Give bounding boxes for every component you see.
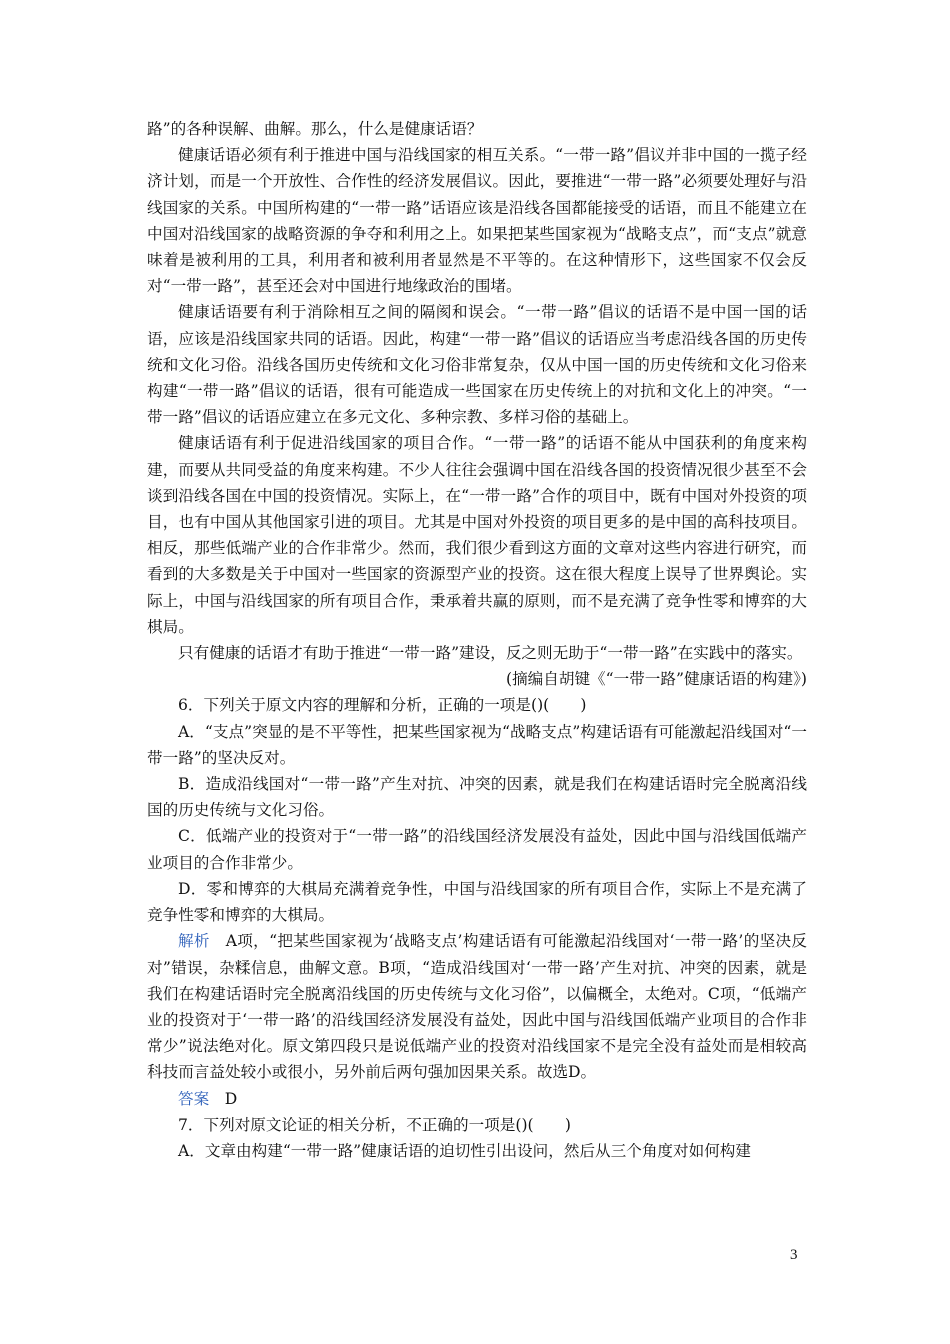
- answer-text: D: [209, 1089, 238, 1108]
- analysis-text: A项，“把某些国家视为‘战略支点’构建话语有可能激起沿线国对‘一带一路’的坚决反对”错误，杂糅信息，曲解文意。B项，“造成沿线国对‘一带一路’产生对抗、冲突的因素，就是我们在构建话语时完全脱离沿线国的历史传统与文化习俗”，以偏概全，太绝对。C项，“低端产业的投资对于‘一带一路’的沿线国经济发展没有益处，因此中国与沿线国低端产业项目的合作非常少”说法绝对化。原文第四段只是说低端产业的投资对沿线国家不是完全没有益处而是相较高科技而言益处较小或很小，另外前后两句强加因果关系。故选D。: [147, 932, 807, 1082]
- paragraph-continuation: 路”的各种误解、曲解。那么，什么是健康话语？: [147, 120, 483, 138]
- page-number: 3: [790, 1247, 798, 1263]
- question-6-stem: 6．下列关于原文内容的理解和分析，正确的一项是()( ): [178, 696, 587, 715]
- source-citation: (摘编自胡键《“一带一路”健康话语的构建》): [506, 670, 807, 689]
- question-6-option-a: A．“支点”突显的是不平等性，把某些国家视为“战略支点”构建话语有可能激起沿线国对“一带一路”的坚决反对。: [147, 722, 807, 767]
- question-6-analysis: [147, 928, 807, 1085]
- question-6-option-b: B．造成沿线国对“一带一路”产生对抗、冲突的因素，就是我们在构建话语时完全脱离沿线国的历史传统与文化习俗。: [147, 775, 807, 820]
- paragraph-2: 健康话语要有利于消除相互之间的隔阂和误会。“一带一路”倡议的话语不是中国一国的话语，应该是沿线国家共同的话语。因此，构建“一带一路”倡议的话语应当考虑沿线各国的历史传统和文化习俗。沿线各国历史传统和文化习俗非常复杂，仅从中国一国的历史传统和文化习俗来构建“一带一路”倡议的话语，很有可能造成一些国家在历史传统上的对抗和文化上的冲突。“一带一路”倡议的话语应建立在多元文化、多种宗教、多样习俗的基础上。: [147, 303, 807, 427]
- paragraph-1: 健康话语必须有利于推进中国与沿线国家的相互关系。“一带一路”倡议并非中国的一揽子经济计划，而是一个开放性、合作性的经济发展倡议。因此，要推进“一带一路”必须要处理好与沿线国家的关系。中国所构建的“一带一路”话语应该是沿线各国都能接受的话语，而且不能建立在中国对沿线国家的战略资源的争夺和利用之上。如果把某些国家视为“战略支点”，而“支点”就意味着是被利用的工具，利用者和被利用者显然是不平等的。在这种情形下，这些国家不仅会反对“一带一路”，甚至还会对中国进行地缘政治的围堵。: [147, 146, 807, 296]
- question-7-stem: 7．下列对原文论证的相关分析，不正确的一项是()( ): [178, 1115, 571, 1134]
- question-6-option-c: C．低端产业的投资对于“一带一路”的沿线国经济发展没有益处，因此中国与沿线国低端产业项目的合作非常少。: [147, 827, 807, 872]
- paragraph-3: 健康话语有利于促进沿线国家的项目合作。“一带一路”的话语不能从中国获利的角度来构建，而要从共同受益的角度来构建。不少人往往会强调中国在沿线各国的投资情况很少甚至不会谈到沿线各国在中国的投资情况。实际上，在“一带一路”合作的项目中，既有中国对外投资的项目，也有中国从其他国家引进的项目。尤其是中国对外投资的项目更多的是中国的高科技项目。相反，那些低端产业的合作非常少。然而，我们很少看到这方面的文章对这些内容进行研究，而看到的大多数是关于中国对一些国家的资源型产业的投资。这在很大程度上误导了世界舆论。实际上，中国与沿线国家的所有项目合作，秉承着共赢的原则，而不是充满了竞争性零和博弈的大棋局。: [147, 434, 807, 636]
- analysis-label: 解析: [178, 932, 210, 951]
- question-6-answer: [147, 1086, 807, 1112]
- question-7-option-a: A．文章由构建“一带一路”健康话语的迫切性引出设问，然后从三个角度对如何构建: [178, 1141, 751, 1160]
- page-body: [147, 116, 807, 1164]
- paragraph-4: 只有健康的话语才有助于推进“一带一路”建设，反之则无助于“一带一路”在实践中的落实。: [178, 644, 803, 663]
- question-6-option-d: D．零和博弈的大棋局充满着竞争性，中国与沿线国家的所有项目合作，实际上不是充满了竞争性零和博弈的大棋局。: [147, 879, 807, 925]
- answer-label: 答案: [178, 1089, 210, 1108]
